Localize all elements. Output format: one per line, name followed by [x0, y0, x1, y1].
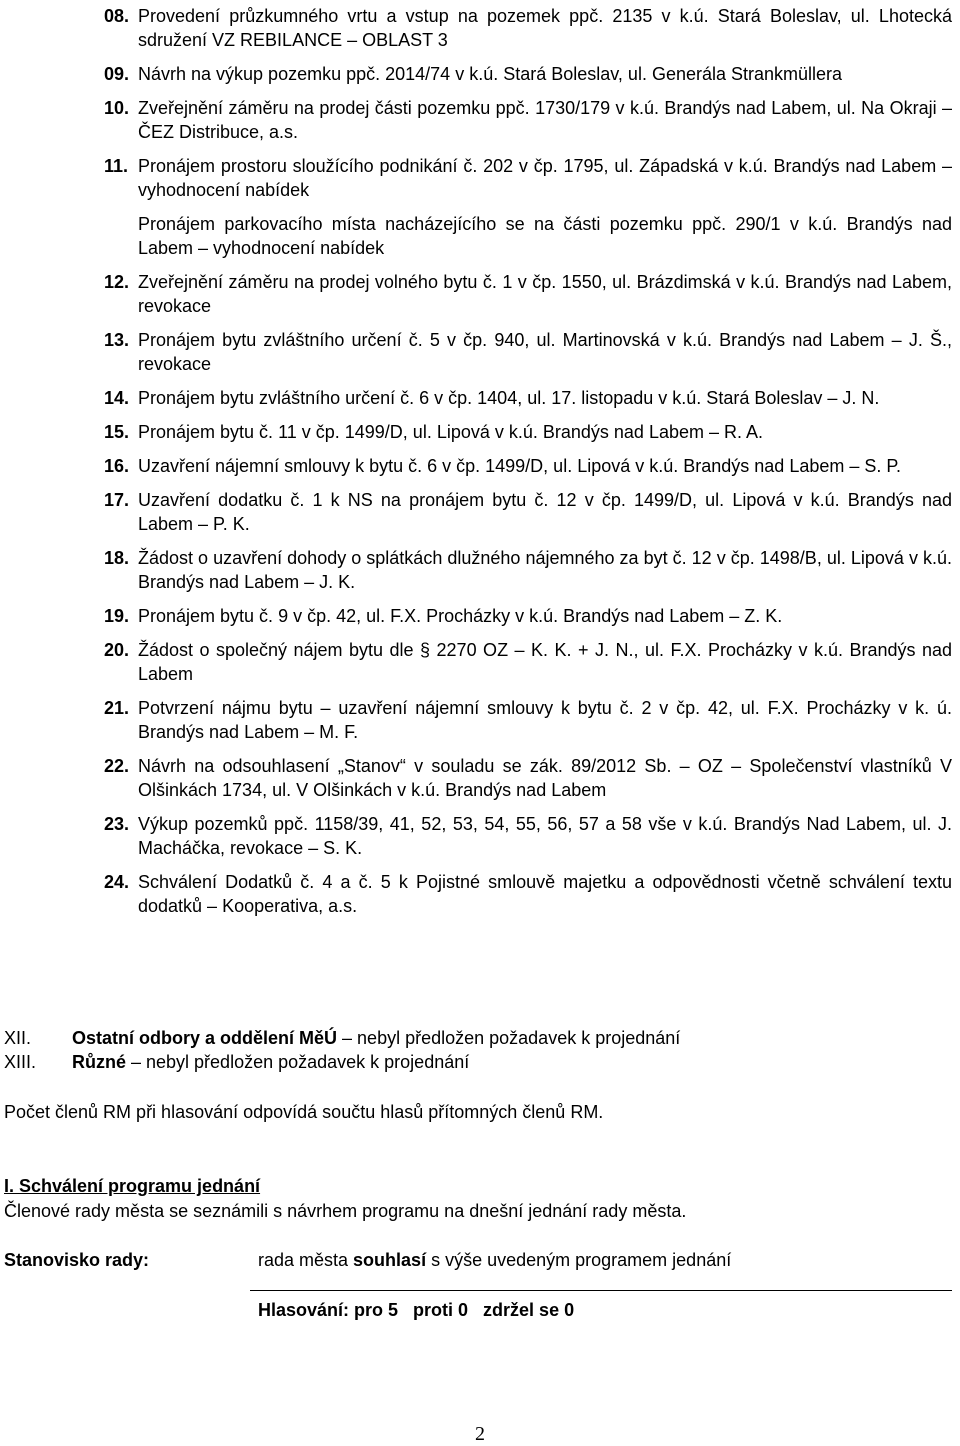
- item-text: Uzavření nájemní smlouvy k bytu č. 6 v čp. 1499/D, ul. Lipová v k.ú. Brandýs nad Labem – S. P.: [138, 456, 902, 476]
- item-text: Uzavření dodatku č. 1 k NS na pronájem bytu č. 12 v čp. 1499/D, ul. Lipová v k.ú. Brandýs nad Labem – P. K.: [138, 490, 952, 534]
- list-item: [104, 454, 952, 478]
- item-subtext: Pronájem parkovacího místa nacházejícího se na části pozemku ppč. 290/1 v k.ú. Brandýs nad Labem – vyhodnocení nabídek: [138, 214, 952, 258]
- list-item: [104, 62, 952, 86]
- list-item: [104, 812, 952, 860]
- item-number: 21.: [104, 698, 130, 718]
- list-item: [104, 96, 952, 144]
- list-item: [104, 386, 952, 410]
- list-item: [104, 754, 952, 802]
- quorum-note: Počet členů RM při hlasování odpovídá součtu hlasů přítomných členů RM.: [4, 1102, 604, 1122]
- section-title: Různé: [72, 1052, 126, 1072]
- item-number: 23.: [104, 814, 130, 834]
- agenda-items-list: [104, 4, 952, 928]
- page-number: 2: [475, 1423, 485, 1445]
- item-text: Pronájem bytu č. 11 v čp. 1499/D, ul. Lipová v k.ú. Brandýs nad Labem – R. A.: [138, 422, 764, 442]
- stanovisko-verdict: souhlasí: [353, 1250, 427, 1270]
- item-number: 19.: [104, 606, 130, 626]
- item-text: Pronájem bytu zvláštního určení č. 5 v čp. 940, ul. Martinovská v k.ú. Brandýs nad Labem – J. Š., revokace: [138, 330, 952, 374]
- list-item: [104, 328, 952, 376]
- item-text: Návrh na odsouhlasení „Stanov“ v souladu se zák. 89/2012 Sb. – OZ – Společenství vlastníků V Olšinkách 1734, ul. V Olšinkách v k.ú. Brandýs nad Labem: [138, 756, 952, 800]
- item-number: 10.: [104, 98, 130, 118]
- item-number: 22.: [104, 756, 130, 776]
- item-number: 20.: [104, 640, 130, 660]
- item-number: 18.: [104, 548, 130, 568]
- section-text: [72, 1026, 952, 1050]
- item-number: 14.: [104, 388, 130, 408]
- section-text: [72, 1050, 952, 1074]
- item-text: Zveřejnění záměru na prodej části pozemku ppč. 1730/179 v k.ú. Brandýs nad Labem, ul. Na Okraji – ČEZ Distribuce, a.s.: [138, 98, 952, 142]
- item-number: 17.: [104, 490, 130, 510]
- item-text: Potvrzení nájmu bytu – uzavření nájemní smlouvy k bytu č. 2 v čp. 42, ul. F.X. Procházky v k. ú. Brandýs nad Labem – M. F.: [138, 698, 952, 742]
- item-text: Návrh na výkup pozemku ppč. 2014/74 v k.ú. Stará Boleslav, ul. Generála Strankmüllera: [138, 64, 843, 84]
- list-item: [104, 488, 952, 536]
- item-text: Pronájem bytu zvláštního určení č. 6 v čp. 1404, ul. 17. listopadu v k.ú. Stará Boleslav – J. N.: [138, 388, 880, 408]
- stanovisko-text: [258, 1248, 731, 1272]
- item-number: 11.: [104, 156, 129, 176]
- item-number: 09.: [104, 64, 130, 84]
- section-xii: [4, 1026, 952, 1050]
- item-number: 15.: [104, 422, 130, 442]
- list-item: [104, 604, 952, 628]
- vote-result: Hlasování: pro 5 proti 0 zdržel se 0: [258, 1300, 575, 1320]
- item-text: Zveřejnění záměru na prodej volného bytu č. 1 v čp. 1550, ul. Brázdimská v k.ú. Brandýs nad Labem, revokace: [138, 272, 952, 316]
- list-item: [104, 4, 952, 52]
- section-number: XIII.: [4, 1052, 37, 1072]
- section-title: Ostatní odbory a oddělení MěÚ: [72, 1028, 338, 1048]
- item-number: 13.: [104, 330, 130, 350]
- section-note: – nebyl předložen požadavek k projednání: [126, 1052, 470, 1072]
- item-text: Schválení Dodatků č. 4 a č. 5 k Pojistné smlouvě majetku a odpovědnosti včetně schválení textu dodatků – Kooperativa, a.s.: [138, 872, 952, 916]
- item-text: Pronájem prostoru sloužícího podnikání č. 202 v čp. 1795, ul. Západská v k.ú. Brandýs nad Labem – vyhodnocení nabídek: [138, 156, 952, 200]
- list-item: [104, 420, 952, 444]
- item-number: 12.: [104, 272, 130, 292]
- section-note: – nebyl předložen požadavek k projednání: [337, 1028, 681, 1048]
- section-number: XII.: [4, 1028, 32, 1048]
- list-item: [104, 870, 952, 918]
- list-item: [104, 696, 952, 744]
- vote-divider: [250, 1290, 952, 1291]
- list-item: [104, 546, 952, 594]
- stanovisko-pre: rada města: [258, 1250, 354, 1270]
- list-item: [104, 638, 952, 686]
- list-item: [104, 154, 952, 202]
- list-item: [104, 270, 952, 318]
- item-text: Pronájem bytu č. 9 v čp. 42, ul. F.X. Procházky v k.ú. Brandýs nad Labem – Z. K.: [138, 606, 783, 626]
- section-xiii: [4, 1050, 952, 1074]
- stanovisko-post: s výše uvedeným programem jednání: [426, 1250, 732, 1270]
- item-number: 24.: [104, 872, 130, 892]
- item-text: Provedení průzkumného vrtu a vstup na pozemek ppč. 2135 v k.ú. Stará Boleslav, ul. Lhotecká sdružení VZ REBILANCE – OBLAST 3: [138, 6, 952, 50]
- item-text: Žádost o společný nájem bytu dle § 2270 OZ – K. K. + J. N., ul. F.X. Procházky v k.ú. Brandýs nad Labem: [138, 640, 952, 684]
- item-number: 16.: [104, 456, 130, 476]
- item-text: Výkup pozemků ppč. 1158/39, 41, 52, 53, 54, 55, 56, 57 a 58 vše v k.ú. Brandýs Nad Labem, ul. J. Macháčka, revokace – S. K.: [138, 814, 952, 858]
- agenda-heading: I. Schválení programu jednání: [4, 1176, 261, 1196]
- stanovisko-label: Stanovisko rady:: [4, 1250, 150, 1270]
- item-number: 08.: [104, 6, 130, 26]
- agenda-text: Členové rady města se seznámili s návrhem programu na dnešní jednání rady města.: [4, 1201, 687, 1221]
- item-text: Žádost o uzavření dohody o splátkách dlužného nájemného za byt č. 12 v čp. 1498/B, ul. Lipová v k.ú. Brandýs nad Labem – J. K.: [138, 548, 952, 592]
